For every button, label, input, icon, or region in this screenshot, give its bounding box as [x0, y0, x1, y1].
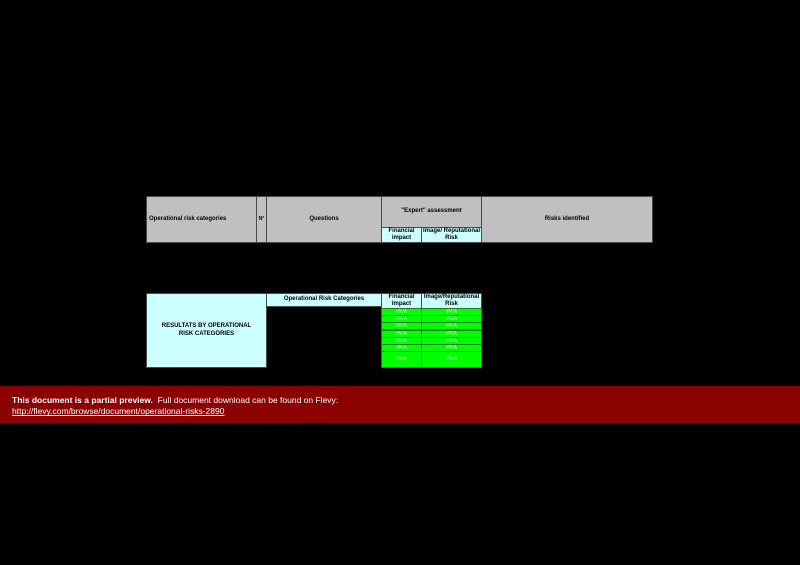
col-operational-risk-categories-results: Operational Risk Categories: [266, 293, 382, 307]
col-number: N°: [256, 196, 267, 243]
image-value: #N/A: [421, 337, 482, 345]
image-value: #N/A: [421, 315, 482, 323]
col-financial-impact: Financial impact: [381, 227, 422, 243]
image-value: #N/A: [421, 322, 482, 330]
financial-value: #N/A: [381, 344, 422, 352]
col-expert-assessment: "Expert" assessment: [381, 196, 482, 228]
image-value: #N/A: [421, 351, 482, 368]
flevy-document-link[interactable]: http://flevy.com/browse/document/operational-risks-2890: [12, 406, 225, 417]
financial-value: #N/A: [381, 351, 422, 368]
col-image-risk-results: Image/Reputational Risk: [421, 293, 482, 309]
preview-banner: [0, 386, 800, 423]
banner-bold-text: This document is a partial preview.: [12, 395, 153, 405]
financial-value: #N/A: [381, 315, 422, 323]
banner-text: Full document download can be found on Flevy:: [157, 395, 339, 405]
financial-value: #N/A: [381, 322, 422, 330]
image-value: #N/A: [421, 330, 482, 338]
financial-value: #N/A: [381, 308, 422, 316]
financial-value: #N/A: [381, 330, 422, 338]
image-value: #N/A: [421, 344, 482, 352]
image-value: #N/A: [421, 308, 482, 316]
col-image-reputational-risk: Image/ Reputational Risk: [422, 227, 480, 241]
col-financial-impact-results: Financial Impact: [381, 293, 422, 309]
results-title: RESULTATS BY OPERATIONAL RISK CATEGORIES: [146, 293, 267, 368]
financial-value: #N/A: [381, 337, 422, 345]
col-operational-risk-categories: Operational risk categories: [146, 196, 257, 243]
col-questions: Questions: [266, 196, 382, 243]
col-risks-identified: Risks identified: [481, 196, 653, 243]
